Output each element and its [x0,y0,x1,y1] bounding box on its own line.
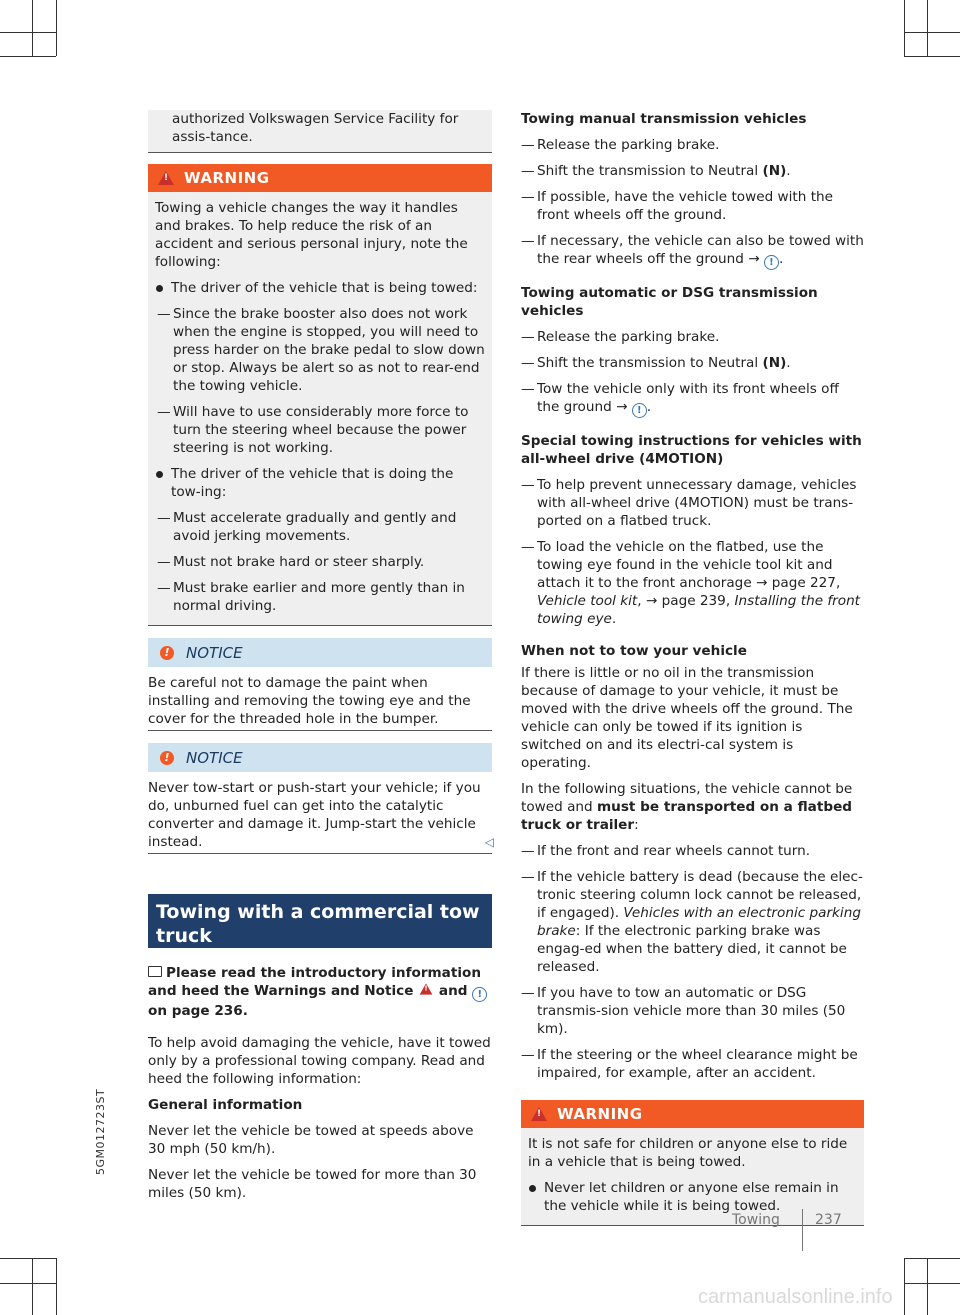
notice-body [148,667,492,731]
read-intro-and: and [438,983,468,999]
warning-triangle-icon [531,1107,547,1121]
subheading: Special towing instructions for vehicles with all-wheel drive (4MOTION) [521,433,862,467]
warning-subitem: — Will have to use considerably more force to turn the steering wheel because the power steering is not working. [157,403,486,457]
read-intro-page[interactable]: on page 236. [148,1003,248,1019]
list-item: — If necessary, the vehicle can also be towed with the rear wheels off the ground → ! . [521,232,864,270]
arrow-right-icon: → [616,399,628,415]
notice-exclamation-icon: ! [160,646,174,660]
crop-mark [904,1258,960,1259]
paragraph: Never let the vehicle be towed at speeds above 30 mph (50 km/h). [148,1123,474,1157]
warning-header [521,1100,864,1128]
list-item: — Shift the transmission to Neutral (N). [521,354,864,372]
list-item: — Release the parking brake. [521,136,864,154]
list-item: — Release the parking brake. [521,328,864,346]
notice-exclamation-icon: ! [160,751,174,765]
warning-box [148,164,492,626]
list-item: — If the steering or the wheel clearance might be impaired, for example, after an accident. [521,1046,864,1082]
warning-intro: It is not safe for children or anyone else to ride in a vehicle that is being towed. [528,1136,848,1170]
list-item-italic: Vehicles with an electronic parking brake [537,905,861,939]
notice-header [148,638,492,667]
page-link[interactable]: page 227, [771,575,841,591]
right-column [521,110,864,1238]
warning-subitem: — Must brake earlier and more gently than in normal driving. [157,579,486,615]
footer-divider [802,1209,803,1251]
arrow-right-icon: → [748,251,760,267]
warning-header [148,164,492,192]
book-icon [148,966,162,977]
crop-mark [0,56,56,57]
read-intro-text: Please read the introductory information and heed the Warnings and Notice [148,965,482,999]
list-item-text: Shift the transmission to Neutral [537,163,759,179]
notice-text: Never tow-start or push-start your vehicle; if you do, unburned fuel can get into the catalytic converter and damage it. Jump-start the vehicle instead. [148,780,481,850]
list-item: — To help prevent unnecessary damage, vehicles with all-wheel drive (4MOTION) must be trans-ported on a flatbed truck. [521,476,864,530]
warning-sublist [155,305,486,457]
paragraph: If there is little or no oil in the transmission because of damage to your vehicle, it must be moved with the drive wheels off the ground. The vehicle can only be towed if its ignition is switched on and its electri-cal system is operating. [521,665,853,771]
warning-subitem: — Since the brake booster also does not work when the engine is stopped, you will need to press harder on the brake pedal to slow down or stop. Always be alert so as not to rear-end the towing vehicle. [157,305,486,395]
list-item-text: If the vehicle battery is dead (because the elec-tronic steering column lock cannot be released, if engaged). [537,869,863,921]
crop-mark [32,1258,33,1315]
list-item-text: Tow the vehicle only with its front wheels off the ground [537,381,839,415]
list-item: — If you have to tow an automatic or DSG transmis-sion vehicle more than 30 miles (50 km). [521,984,864,1038]
paragraph: To help avoid damaging the vehicle, have it towed only by a professional towing company. Read and heed the following information: [148,1035,491,1087]
notice-exclamation-icon: ! [472,987,487,1002]
continued-text: authorized Volkswagen Service Facility for assis-tance. [172,111,459,145]
paragraph: Never let the vehicle be towed for more than 30 miles (50 km). [148,1167,477,1201]
arrow-right-icon: → [756,575,768,591]
crop-mark [32,0,33,56]
crop-mark [904,32,960,33]
warning-intro: Towing a vehicle changes the way it handles and brakes. To help reduce the risk of an accident and serious personal injury, note the following: [155,200,468,270]
page-number: 237 [815,1212,842,1228]
crop-mark [0,1258,56,1259]
subheading: General information [148,1097,303,1113]
notice-title: NOTICE [186,748,243,767]
list-item: — If possible, have the vehicle towed with the front wheels off the ground. [521,188,864,224]
list-item-text: To load the vehicle on the flatbed, use the towing eye found in the vehicle tool kit and attach it to the front anchorage [537,539,833,591]
read-intro [148,964,492,1020]
crop-mark [904,1258,905,1315]
page-link[interactable]: page 239, [661,593,731,609]
crop-mark [904,56,960,57]
warning-subitem: — Must not brake hard or steer sharply. [157,553,486,571]
warning-body [148,192,492,626]
subheading: When not to tow your vehicle [521,643,747,659]
section-title: Towing with a commercial tow truck [148,894,492,948]
crop-mark [56,1258,57,1315]
warning-triangle-icon [420,983,433,994]
section-end-triangle-icon: ◁ [484,835,494,849]
warning-box [521,1100,864,1226]
page-link-title[interactable]: Installing the front towing eye [537,593,861,627]
list-item: — If the front and rear wheels cannot turn. [521,842,864,860]
warning-subitem: — Must accelerate gradually and gently and avoid jerking movements. [157,509,486,545]
list-item-text: Shift the transmission to Neutral [537,355,759,371]
list-item-text: : If the electronic parking brake was engag-ed when the battery died, it cannot be released. [537,923,847,975]
list-item-bold: (N) [762,355,787,371]
notice-text: Be careful not to damage the paint when installing and removing the towing eye and the cover for the threaded hole in the bumper. [148,675,471,727]
paragraph-bold: must be transported on a flatbed truck or trailer [521,799,853,833]
continued-box [148,110,492,153]
crop-mark [927,1258,928,1315]
crop-mark [56,0,57,56]
page-link-title[interactable]: Vehicle tool kit [537,593,638,609]
list-item [521,868,864,976]
warning-bullet: The driver of the vehicle that is doing the tow-ing: [155,465,486,501]
subheading: Towing manual transmission vehicles [521,111,807,127]
warning-title: WARNING [184,169,270,187]
crop-mark [927,0,928,56]
notice-title: NOTICE [186,643,243,662]
footer-section: Towing [732,1212,780,1228]
warning-sublist [155,509,486,615]
list-item-text: If necessary, the vehicle can also be towed with the rear wheels off the ground [537,233,864,267]
notice-body [148,772,492,854]
crop-mark [0,1283,56,1284]
document-code: 5GM012723ST [94,1088,107,1175]
notice-header [148,743,492,772]
notice-exclamation-icon[interactable]: ! [632,403,647,418]
arrow-right-icon: → [645,593,658,609]
crop-mark [904,0,905,56]
crop-mark [0,32,56,33]
warning-triangle-icon [158,171,174,185]
list-item: — Tow the vehicle only with its front wheels off the ground → ! . [521,380,864,418]
warning-title: WARNING [557,1105,643,1123]
notice-exclamation-icon[interactable]: ! [764,255,779,270]
watermark: carmanualsonline.info [698,1286,893,1308]
warning-bullet: Never let children or anyone else remain in the vehicle while it is being towed. [528,1179,858,1215]
notice-box [148,743,492,854]
warning-bullet: The driver of the vehicle that is being towed: [155,279,486,297]
subheading: Towing automatic or DSG transmission vehicles [521,285,818,319]
left-column [148,110,492,1210]
crop-mark [904,1283,960,1284]
list-item: — Shift the transmission to Neutral (N). [521,162,864,180]
list-item-bold: (N) [762,163,787,179]
notice-box [148,638,492,731]
list-item: — To load the vehicle on the flatbed, use the towing eye found in the vehicle tool kit and attach it to the front anchorage → page 227, Vehicle tool kit, → page 239, Installing the front towing eye. [521,538,864,628]
warning-body [521,1128,864,1226]
paragraph-text: In the following situations, the vehicle cannot be towed and [521,781,853,815]
paragraph: In the following situations, the vehicle cannot be towed and must be transported on a flatbed truck or trailer: [521,781,853,833]
